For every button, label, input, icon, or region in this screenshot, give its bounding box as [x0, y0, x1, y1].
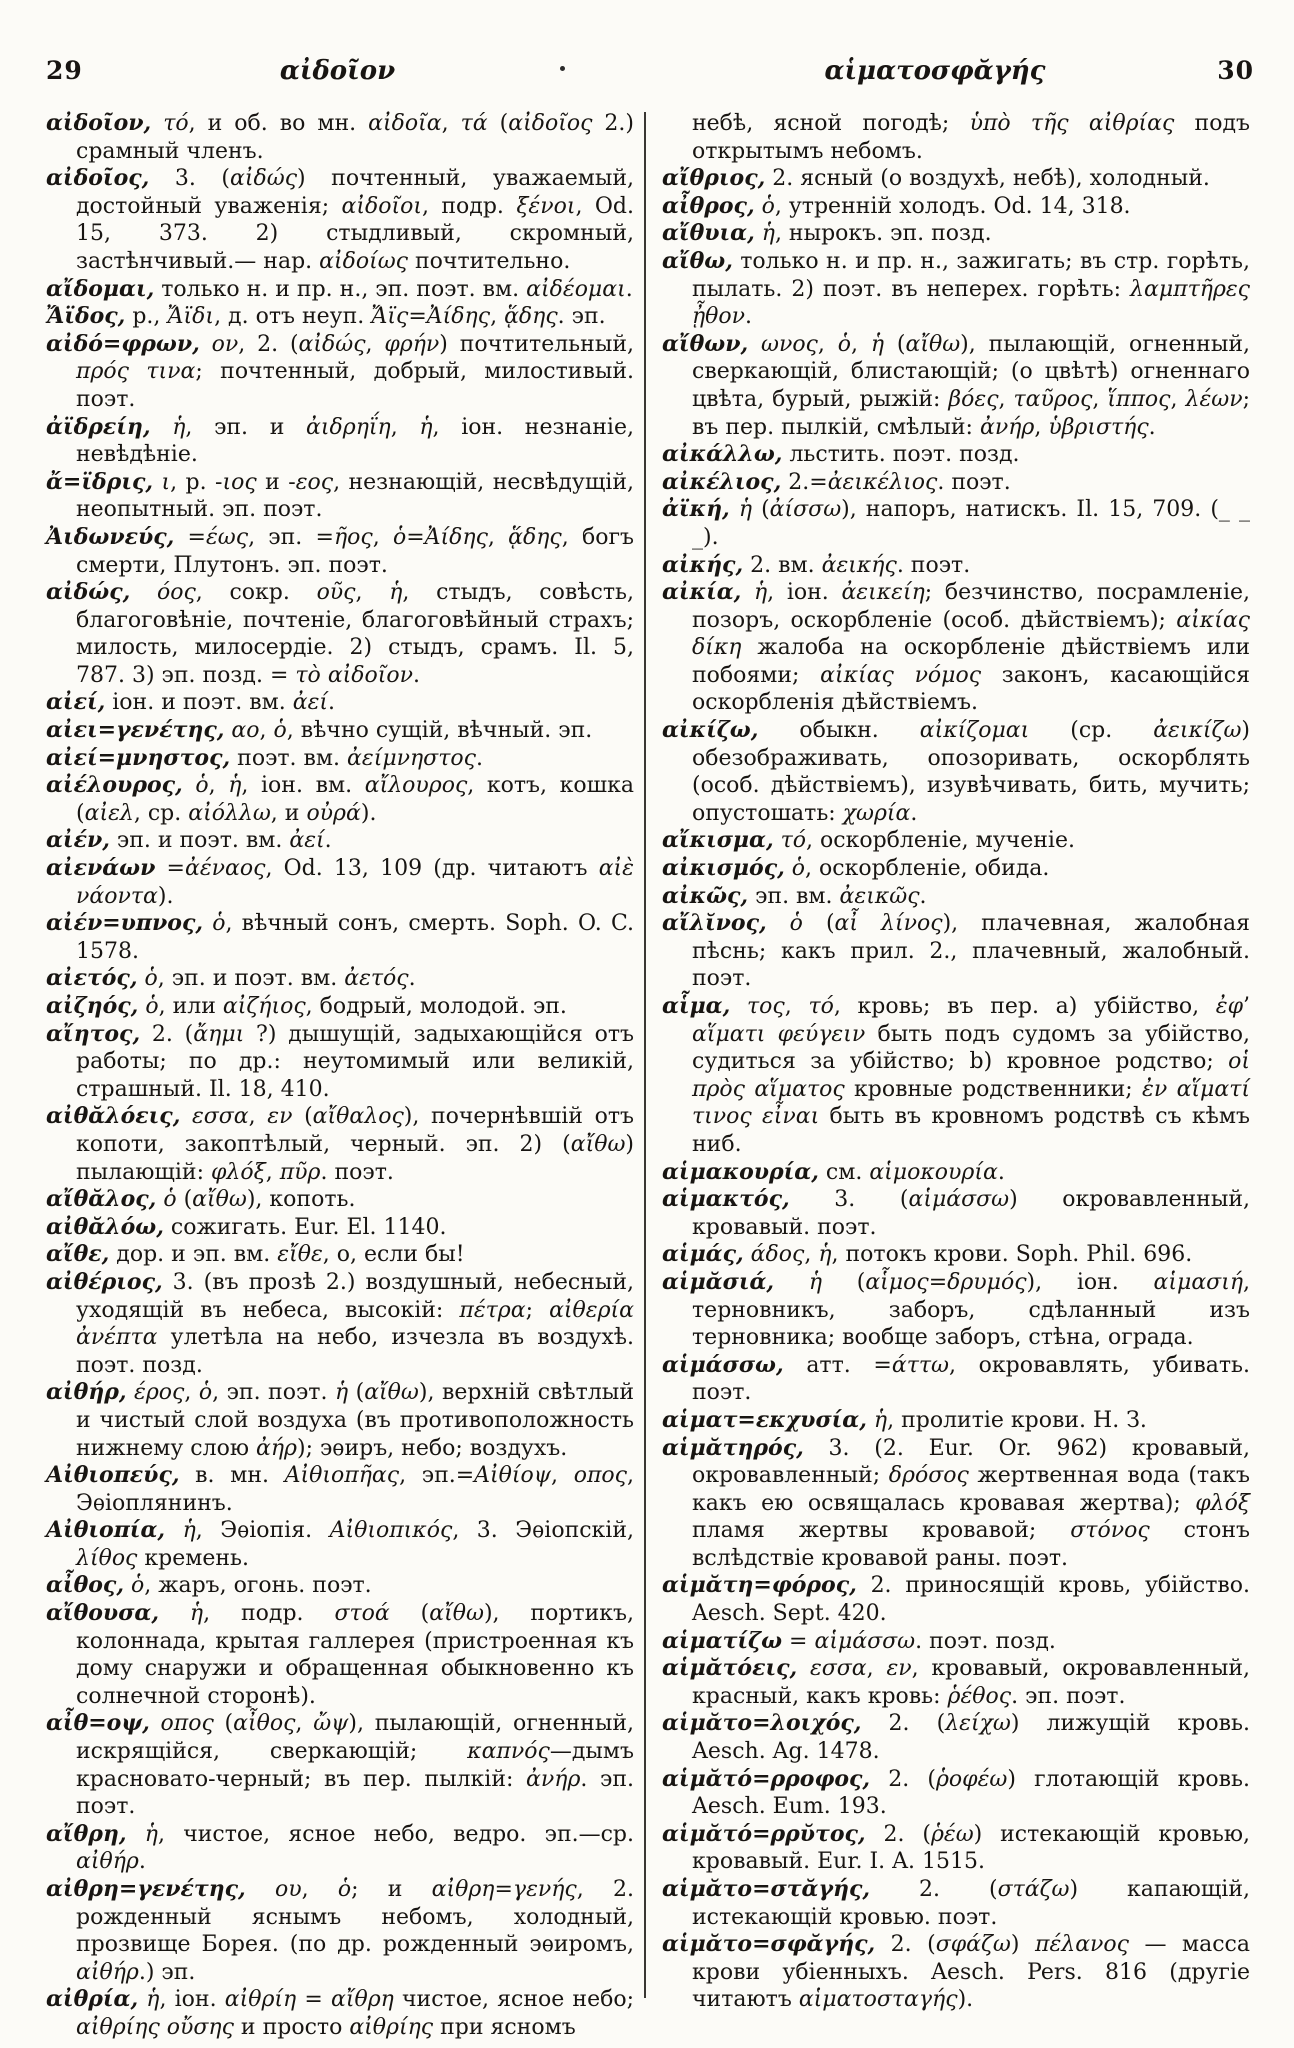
entry-headword: αἴθε, — [46, 1241, 110, 1268]
dictionary-entry — [662, 165, 1250, 193]
entry-headword: αἴδομαι, — [46, 275, 155, 302]
entry-headword: ἄ=ϊδρις, — [46, 468, 154, 495]
dictionary-entry — [46, 1876, 634, 1986]
entry-headword: αἴητος, — [46, 1020, 141, 1047]
dictionary-entry — [46, 524, 634, 579]
dictionary-entry — [662, 1655, 1250, 1710]
entry-headword: αἰκής, — [662, 551, 744, 578]
entry-headword: αἱμᾰτη=φόρος, — [662, 1572, 857, 1599]
dictionary-entry — [46, 165, 634, 275]
entry-body: 3. (αἱμάσσω) окровавленный, кровавый. поэт. — [692, 1187, 1250, 1240]
entry-body: 2. приносящій кровь, убійство. Aesch. Sept. 420. — [692, 1573, 1250, 1627]
dictionary-entry — [46, 855, 634, 910]
dictionary-entry — [46, 469, 634, 524]
dictionary-entry — [46, 965, 634, 993]
entry-headword: αἰδώς, — [46, 579, 131, 606]
dictionary-entry — [46, 276, 634, 304]
entry-headword: ἀϊκή, — [662, 496, 730, 523]
running-head-right: αἱματοσφᾰγής — [824, 56, 1046, 86]
dictionary-entry — [46, 579, 634, 689]
entry-headword: αἴκισμα, — [662, 827, 774, 854]
dictionary-entry — [662, 1352, 1250, 1407]
entry-body: ὁ, жаръ, огонь. поэт. — [130, 1573, 372, 1599]
dictionary-entry — [662, 441, 1250, 469]
entry-body: ου, ὁ; и αἰθρη=γενής, 2. рожденный яснымъ небомъ, холодный, прозвище Борея. (по др. рожденный эѳиромъ, αἰθήρ.) эп. — [76, 1877, 634, 1985]
entry-headword: Ἀιδωνεύς, — [46, 523, 175, 550]
entry-body: ἡ, эп. и ἀιδρηΐη, ἡ, іон. незнаніе, невѣдѣніе. — [76, 414, 634, 468]
entry-body: ἡ (αἷμος=δρυμός), іон. αἱμασιή, терновникъ, заборъ, сдѣланный изъ терновника; вообще заборъ, стѣна, ограда. — [692, 1269, 1251, 1351]
dictionary-entry — [662, 993, 1250, 1159]
dictionary-entry — [46, 1214, 634, 1242]
page-number-right: 30 — [1217, 56, 1254, 85]
entry-headword: αἰθήρ, — [46, 1379, 127, 1406]
entry-body: обыкн. αἰκίζομαι (ср. ἀεικίζω) обезображивать, опозоривать, оскорблять (особ. дѣйствіемъ), изувѣчивать, бить, мучить; опустошать: χωρία. — [692, 718, 1251, 826]
entry-body: ἡ (ἀίσσω), напоръ, натискъ. Il. 15, 709. (_ _ _). — [692, 497, 1250, 550]
dictionary-entry — [46, 1710, 634, 1820]
entry-headword: αἴθυια, — [662, 220, 755, 247]
entry-headword: αἰκισμός, — [662, 855, 785, 882]
entry-body: ὁ, ἡ, іон. вм. αἴλουρος, котъ, кошка (αἰελ, ср. αἰόλλω, и οὐρά). — [76, 773, 634, 826]
entry-body: τος, τό, кровь; въ пер. a) убійство, ἐφ’ αἵματι φεύγειν быть подъ судомъ за убійство, судиться за убійство; b) кровное родство; οἱ πρὸς αἵματος кровные родственники; ἐν αἵματί τινος εἶναι быть въ кровномъ родствѣ съ кѣмъ ниб. — [692, 994, 1250, 1157]
entry-headword: Αἰθιοπεύς, — [46, 1462, 180, 1489]
entry-headword: αἰκίζω, — [662, 717, 759, 744]
dictionary-entry — [46, 1241, 634, 1269]
entry-body: ὁ, утренній холодъ. Od. 14, 318. — [761, 193, 1131, 219]
dictionary-entry — [662, 193, 1250, 221]
entry-headword: αἱμακουρία, — [662, 1158, 819, 1185]
entry-body: =έως, эп. =ῆος, ὁ=Ἀίδης, ᾅδης, богъ смерти, Плутонъ. эп. поэт. — [76, 524, 634, 578]
entry-headword: αἶθος, — [46, 1572, 124, 1599]
entry-headword: αἱμᾰτό=ρρῠτος, — [662, 1820, 866, 1847]
entry-body: όος, сокр. οῦς, ἡ, стыдъ, совѣсть, благоговѣніе, почтеніе, благоговѣйный страхъ; милость, милосердіе. 2) стыдъ, срамъ. Il. 5, 787. 3) эп. позд. = τὸ αἰδοῖον. — [76, 580, 634, 688]
entry-body: дор. и эп. вм. εἴθε, о, если бы! — [116, 1242, 465, 1268]
entry-body: ἡ, чистое, ясное небо, ведро. эп.—ср. αἰθήρ. — [76, 1821, 634, 1875]
entry-body: ἡ, подр. στοά (αἴθω), портикъ, колоннада, крытая галлерея (пристроенная къ дому снаружи и обращенная обыкновенно къ солнечной сторонѣ). — [76, 1601, 634, 1709]
entry-body: =ἀέναος, Od. 13, 109 (др. читаютъ αἰὲ νάοντα). — [76, 856, 634, 909]
entry-headword: αἴθουσα, — [46, 1600, 159, 1627]
entry-headword: αἰθρία, — [46, 1986, 139, 2013]
dictionary-entry — [662, 579, 1250, 717]
entry-body: іон. и поэт. вм. ἀεί. — [112, 690, 336, 716]
entry-headword: αἱμᾰτηρός, — [662, 1434, 804, 1461]
dictionary-entry — [46, 993, 634, 1021]
column-left — [46, 110, 634, 2042]
entry-headword: αἴθων, — [662, 330, 749, 357]
dictionary-entry — [46, 110, 634, 165]
dictionary-entry — [662, 1159, 1250, 1187]
entry-continuation — [662, 110, 1250, 165]
dictionary-entry — [46, 1462, 634, 1517]
dictionary-entry — [662, 469, 1250, 497]
column-divider-rule — [644, 112, 646, 1998]
entry-headword: αἱμᾰτό=ρροφος, — [662, 1765, 871, 1792]
entry-body: ἡ, пролитіе крови. Н. З. — [873, 1407, 1147, 1433]
entry-body: эп. и поэт. вм. ἀεί. — [116, 828, 332, 854]
entry-headword: αἰέν=υπνος, — [46, 910, 204, 937]
entry-body: поэт. вм. ἀείμνηστος. — [237, 745, 483, 771]
dictionary-entry — [46, 910, 634, 965]
entry-body: 3. (2. Eur. Or. 962) кровавый, окровавленный; δρόσος жертвенная вода (такъ какъ ею освящалась кровавая жертва); φλόξ пламя жертвы кровавой; στόνος стонъ вслѣдствіе кровавой раны. поэт. — [692, 1435, 1251, 1571]
entry-headword: αἱμακτός, — [662, 1186, 790, 1213]
dictionary-entry — [662, 1269, 1250, 1352]
dictionary-entry — [662, 1241, 1250, 1269]
entry-body: р., Ἄϊδι, д. отъ неуп. Ἄϊς=Ἀίδης, ᾅδης. эп. — [132, 304, 606, 330]
dictionary-entry — [662, 910, 1250, 993]
dictionary-entry — [662, 1628, 1250, 1656]
entry-headword: αἰζηός, — [46, 993, 139, 1019]
dictionary-entry — [662, 496, 1250, 551]
entry-headword: ἀϊδρείη, — [46, 413, 151, 440]
dictionary-entry — [662, 248, 1250, 331]
entry-body: αο, ὁ, вѣчно сущій, вѣчный. эп. — [231, 718, 593, 744]
entry-headword: αἰεί=μνηστος, — [46, 744, 231, 771]
entry-body: льстить. поэт. позд. — [789, 442, 1020, 468]
dictionary-entry — [46, 1186, 634, 1214]
entry-body: ἡ, нырокъ. эп. позд. — [761, 221, 992, 247]
entry-headword: αἰκῶς, — [662, 882, 749, 909]
dictionary-entry — [662, 1572, 1250, 1627]
dictionary-entry — [662, 827, 1250, 855]
entry-body: 2.=ἀεικέλιος. поэт. — [788, 469, 1011, 495]
dictionary-entry — [662, 1710, 1250, 1765]
page-header — [0, 56, 1294, 92]
dictionary-entry — [662, 331, 1250, 441]
dictionary-entry — [46, 1021, 634, 1104]
dictionary-entry — [46, 1600, 634, 1710]
entry-headword: αἱμᾰτο=στᾰγής, — [662, 1876, 871, 1902]
entry-body: ι, р. -ιος и -εος, незнающій, несвѣдущій, неопытный. эп. поэт. — [76, 469, 634, 523]
entry-headword: Ἄϊδος, — [46, 303, 126, 330]
dictionary-entry — [46, 1572, 634, 1600]
entry-body: 3. (αἰδώς) почтенный, уважаемый, достойный уваженія; αἰδοῖοι, подр. ξένοι, Od. 15, 373. 2) стыдливый, скромный, застѣнчивый.— нар. αἰδοίως почтительно. — [76, 166, 634, 274]
entry-headword: αἰει=γενέτης, — [46, 717, 225, 744]
entry-body: эп. вм. ἀεικῶς. — [755, 883, 927, 909]
entry-headword: αἰθέριος, — [46, 1268, 163, 1295]
dictionary-entry — [46, 689, 634, 717]
dictionary-entry — [662, 1186, 1250, 1241]
dictionary-entry — [46, 1379, 634, 1462]
entry-headword: αἰέν, — [46, 827, 110, 854]
entry-body: ὁ, или αἰζήιος, бодрый, молодой. эп. — [145, 994, 567, 1019]
dictionary-entry — [46, 1517, 634, 1572]
entry-headword: αἰθρη=γενέτης, — [46, 1876, 246, 1902]
dictionary-entry — [46, 717, 634, 745]
entry-body: έρος, ὁ, эп. поэт. ἡ (αἴθω), верхній свѣтлый и чистый слой воздуха (въ противоположность нижнему слою ἀήρ); эѳиръ, небо; воздухъ. — [76, 1380, 634, 1461]
dictionary-entry — [662, 1876, 1250, 1931]
entry-body: ον, 2. (αἰδώς, φρήν) почтительный, πρός τινα; почтенный, добрый, милостивый. поэт. — [76, 331, 635, 412]
entry-headword: αἴθω, — [662, 247, 733, 274]
entry-headword: αἴθριος, — [662, 165, 766, 192]
dictionary-entry — [662, 1407, 1250, 1435]
entry-body: 2. (σφάζω) πέλανος — масса крови убіенныхъ. Aesch. Pers. 816 (другіе читаютъ αἱματοσταγής). — [692, 1932, 1250, 2013]
entry-headword: αἴθᾰλος, — [46, 1186, 157, 1213]
page-number-left: 29 — [46, 56, 83, 85]
entry-headword: Αἰθιοπία, — [46, 1517, 166, 1544]
entry-headword: αἱμᾰσιά, — [662, 1268, 775, 1295]
dictionary-entry — [662, 1821, 1250, 1876]
entry-body: εσσα, εν (αἴθαλος), почернѣвшій отъ копоти, закоптѣлый, черный. эп. 2) (αἴθω) пылающій: φλόξ, πῦρ. поэт. — [76, 1104, 634, 1185]
dictionary-entry — [662, 855, 1250, 883]
entry-body: ὁ (αἴθω), копоть. — [163, 1187, 356, 1213]
dictionary-entry — [46, 745, 634, 773]
dictionary-entry — [662, 1435, 1250, 1573]
dictionary-entry — [662, 883, 1250, 911]
entry-body: 2. вм. ἀεικής. поэт. — [750, 552, 971, 578]
entry-headword: αἱμᾰτόεις, — [662, 1655, 798, 1682]
dictionary-entry — [46, 772, 634, 827]
entry-body: 2. (ῥέω) истекающій кровью, кровавый. Eur. I. A. 1515. — [692, 1821, 1250, 1875]
entry-headword: αἰκάλλω, — [662, 441, 783, 468]
entry-body: = αἱμάσσω. поэт. позд. — [789, 1628, 1056, 1654]
dictionary-entry — [46, 303, 634, 331]
dictionary-entry — [46, 827, 634, 855]
entry-body: 2. (λείχω) лижущій кровь. Aesch. Ag. 1478. — [692, 1711, 1250, 1765]
column-right — [662, 110, 1250, 2014]
entry-headword: αἰδοῖος, — [46, 165, 150, 192]
entry-body: ἡ, іон. ἀεικείη; безчинство, посрамленіе, позоръ, оскорбленіе (особ. дѣйствіемъ); αἰκίας δίκη жалоба на оскорбленіе дѣйствіемъ или побоями; αἰκίας νόμος законъ, касающійся оскорбленія дѣйствіемъ. — [692, 580, 1251, 716]
entry-body: άδος, ἡ, потокъ крови. Soph. Phil. 696. — [750, 1242, 1193, 1268]
entry-body: οπος (αἶθος, ὤψ), пылающій, огненный, искрящійся, сверкающій; καπνός—дымъ красновато-черный; въ пер. пылкій: ἀνήρ. эп. поэт. — [76, 1711, 634, 1820]
dictionary-entry — [46, 1103, 634, 1186]
entry-body: только н. и пр. н., эп. поэт. вм. αἰδέομαι. — [161, 276, 633, 302]
entry-headword: αἰενάων — [46, 855, 156, 882]
entry-headword: αἰθᾰλόεις, — [46, 1103, 181, 1130]
entry-headword: αἰκέλιος, — [662, 468, 782, 495]
entry-body: см. αἱμοκουρία. — [825, 1159, 1005, 1185]
dictionary-entry — [46, 1986, 634, 2041]
entry-body: ἡ, іон. αἰθρίη = αἴθρη чистое, ясное небо; αἰθρίης οὔσης и просто αἰθρίης при ясномъ — [76, 1987, 634, 2040]
entry-body: сожигать. Eur. El. 1140. — [170, 1214, 447, 1240]
entry-body: 2. (ῥοφέω) глотающій кровь. Aesch. Eum. 193. — [692, 1766, 1250, 1820]
entry-headword: αἱματ=εκχυσία, — [662, 1406, 867, 1433]
entry-headword: αἰθᾰλόω, — [46, 1213, 164, 1240]
entry-headword: αἰεί, — [46, 689, 106, 716]
dictionary-entry — [662, 1766, 1250, 1821]
entry-headword: αἱματίζω — [662, 1627, 783, 1654]
entry-headword: αἰέλουρος, — [46, 772, 183, 799]
dictionary-entry — [662, 717, 1250, 827]
entry-headword: αἱμάσσω, — [662, 1351, 784, 1378]
entry-headword: αἶθ=οψ, — [46, 1710, 150, 1737]
entry-headword: αἰετός, — [46, 965, 138, 992]
entry-body: τό, оскорбленіе, мученіе. — [780, 828, 1075, 854]
entry-headword: αἰδό=φρων, — [46, 330, 200, 357]
dictionary-entry — [662, 220, 1250, 248]
entry-body: в. мн. Αἰθιοπῆας, эп.=Αἰθίοψ, οπος, Эѳіоплянинъ. — [76, 1463, 634, 1516]
entry-headword: αἰκία, — [662, 579, 742, 606]
entry-headword: αἴθρη, — [46, 1820, 127, 1847]
entry-headword: αἴλῐνος, — [662, 910, 767, 937]
entry-headword: αἱμάς, — [662, 1241, 744, 1268]
dictionary-entry — [662, 552, 1250, 580]
entry-headword: αἰδοῖον, — [46, 110, 152, 136]
entry-body: 3. (въ прозѣ 2.) воздушный, небесный, уходящій въ небеса, высокій: πέτρα; αἰθερία ἀνέπτα улетѣла на небо, изчезла въ воздухѣ. поэт. позд. — [76, 1269, 635, 1378]
entry-headword: αἱμᾰτο=σφᾰγής, — [662, 1931, 876, 1958]
entry-body: ὁ, эп. и поэт. вм. ἀετός. — [144, 966, 416, 992]
entry-body: ωνος, ὁ, ἡ (αἴθω), пылающій, огненный, сверкающій, блистающій; (о цвѣтѣ) огненнаго цвѣта, бурый, рыжій: βόες, ταῦρος, ἵππος, λέων; въ пер. пылкій, смѣлый: ἀνήρ, ὑβριστής. — [692, 331, 1250, 440]
entry-body: τό, и об. во мн. αἰδοῖα, τά (αἰδοῖος 2.) срамный членъ. — [76, 111, 634, 164]
entry-headword: αἶθρος, — [662, 192, 755, 219]
dictionary-entry — [46, 1821, 634, 1876]
dictionary-entry — [46, 414, 634, 469]
entry-body: только н. и пр. н., зажигать; въ стр. горѣть, пылать. 2) поэт. въ неперех. горѣть: λαμπτῆρες ᾖθον. — [692, 248, 1250, 330]
dictionary-entry — [662, 1931, 1250, 2014]
entry-body: ὁ (αἶ λίνος), плачевная, жалобная пѣснь; какъ прил. 2., плачевный, жалобный. поэт. — [692, 911, 1251, 992]
entry-body: ὁ, оскорбленіе, обида. — [791, 856, 1050, 882]
entry-headword: αἱμᾰτο=λοιχός, — [662, 1710, 862, 1737]
entry-body: 2. ясный (о воздухѣ, небѣ), холодный. — [772, 166, 1210, 192]
running-head-left: αἰδοῖον — [279, 56, 396, 86]
ink-speck — [560, 66, 565, 71]
entry-body: небѣ, ясной погодѣ; ὑπὸ τῆς αἰθρίας подъ открытымъ небомъ. — [692, 111, 1251, 164]
dictionary-entry — [46, 1269, 634, 1379]
entry-body: ὁ, вѣчный сонъ, смерть. Soph. O. C. 1578. — [76, 911, 634, 964]
entry-body: атт. =άττω, окровавлять, убивать. поэт. — [692, 1352, 1250, 1406]
entry-body: ἡ, Эѳіопія. Αἰθιοπικός, 3. Эѳіопскій, λίθος кремень. — [76, 1518, 634, 1571]
entry-body: 2. (ἄημι ?) дышущій, задыхающійся отъ работы; по др.: неутомимый или великій, страшный. Il. 18, 410. — [76, 1021, 634, 1102]
entry-headword: αἷμα, — [662, 993, 731, 1019]
dictionary-entry — [46, 331, 634, 414]
entry-body: 2. (στάζω) капающій, истекающій кровью. поэт. — [692, 1877, 1250, 1930]
entry-body: εσσα, εν, кровавый, окровавленный, красный, какъ кровь: ῥέθος. эп. поэт. — [692, 1656, 1250, 1709]
